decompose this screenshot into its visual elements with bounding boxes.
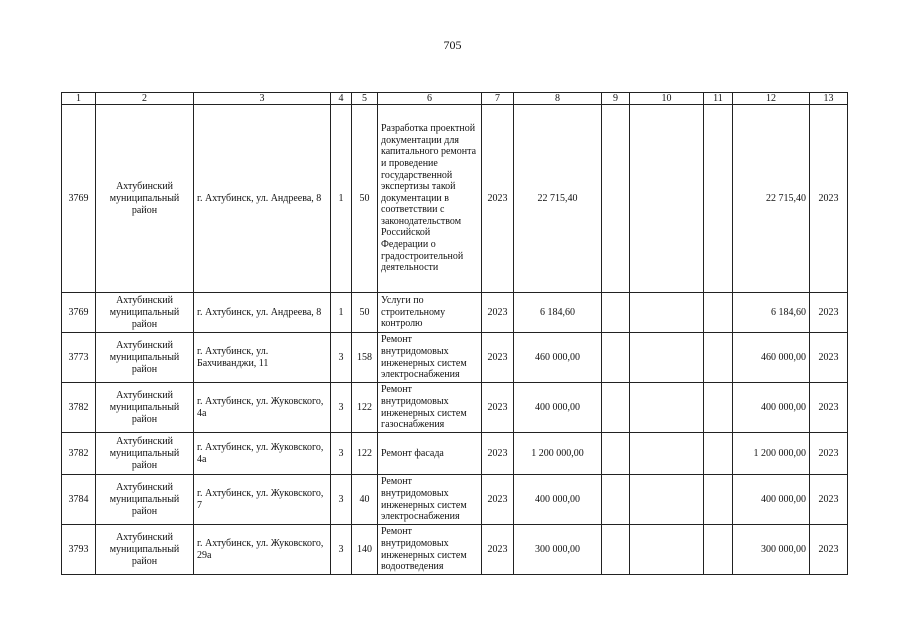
table-row (62, 475, 848, 525)
work-type-cell: Ремонт внутридомовых инженерных систем газоснабжения (378, 383, 482, 433)
year-cell: 2023 (482, 383, 514, 433)
address-cell: г. Ахтубинск, ул. Андреева, 8 (194, 105, 331, 293)
address-cell: г. Ахтубинск, ул. Жуковского, 29а (194, 525, 331, 575)
total-cell: 1 200 000,00 (733, 433, 810, 475)
column-13-cell: 2023 (810, 333, 848, 383)
work-type-cell: Услуги по строительному контролю (378, 293, 482, 333)
amount-cell: 6 184,60 (514, 293, 602, 333)
year-cell: 2023 (482, 105, 514, 293)
table-row (62, 333, 848, 383)
total-cell: 300 000,00 (733, 525, 810, 575)
column-9-cell (602, 433, 630, 475)
year-cell: 2023 (482, 293, 514, 333)
column-number-row (62, 93, 848, 105)
column-4-cell: 1 (331, 293, 352, 333)
column-9-cell (602, 383, 630, 433)
column-9-cell (602, 525, 630, 575)
total-cell: 6 184,60 (733, 293, 810, 333)
column-9-cell (602, 475, 630, 525)
total-cell: 400 000,00 (733, 383, 810, 433)
column-9-cell (602, 333, 630, 383)
column-4-cell: 3 (331, 525, 352, 575)
year-cell: 2023 (482, 433, 514, 475)
column-number-cell: 4 (331, 93, 352, 105)
column-number-cell: 9 (602, 93, 630, 105)
record-id-cell: 3769 (62, 105, 96, 293)
column-11-cell (704, 333, 733, 383)
column-10-cell (630, 525, 704, 575)
column-number-cell: 5 (352, 93, 378, 105)
municipality-cell: Ахтубинский муниципальный район (96, 333, 194, 383)
column-4-cell: 3 (331, 475, 352, 525)
column-number-cell: 11 (704, 93, 733, 105)
column-13-cell: 2023 (810, 525, 848, 575)
amount-cell: 400 000,00 (514, 383, 602, 433)
year-cell: 2023 (482, 525, 514, 575)
amount-cell: 300 000,00 (514, 525, 602, 575)
amount-cell: 22 715,40 (514, 105, 602, 293)
column-10-cell (630, 383, 704, 433)
record-id-cell: 3793 (62, 525, 96, 575)
work-type-cell: Ремонт внутридомовых инженерных систем водоотведения (378, 525, 482, 575)
column-11-cell (704, 293, 733, 333)
table-row (62, 525, 848, 575)
column-number-cell: 13 (810, 93, 848, 105)
column-number-cell: 2 (96, 93, 194, 105)
column-5-cell: 122 (352, 383, 378, 433)
work-type-cell: Ремонт внутридомовых инженерных систем электроснабжения (378, 475, 482, 525)
column-10-cell (630, 475, 704, 525)
column-9-cell (602, 293, 630, 333)
amount-cell: 1 200 000,00 (514, 433, 602, 475)
column-13-cell: 2023 (810, 105, 848, 293)
registry-table-body (62, 93, 848, 575)
total-cell: 460 000,00 (733, 333, 810, 383)
record-id-cell: 3769 (62, 293, 96, 333)
total-cell: 400 000,00 (733, 475, 810, 525)
record-id-cell: 3784 (62, 475, 96, 525)
record-id-cell: 3782 (62, 383, 96, 433)
column-number-cell: 10 (630, 93, 704, 105)
municipality-cell: Ахтубинский муниципальный район (96, 433, 194, 475)
column-number-cell: 3 (194, 93, 331, 105)
table-row (62, 433, 848, 475)
address-cell: г. Ахтубинск, ул. Бахчиванджи, 11 (194, 333, 331, 383)
column-number-cell: 12 (733, 93, 810, 105)
work-type-cell: Разработка проектной документации для капитального ремонта и проведение государственной экспертизы такой документации в соответствии с законодательством Российской Федерации о градостроительной деятельности (378, 105, 482, 293)
address-cell: г. Ахтубинск, ул. Андреева, 8 (194, 293, 331, 333)
work-type-cell: Ремонт внутридомовых инженерных систем электроснабжения (378, 333, 482, 383)
municipality-cell: Ахтубинский муниципальный район (96, 105, 194, 293)
table-row (62, 105, 848, 293)
column-11-cell (704, 525, 733, 575)
column-5-cell: 140 (352, 525, 378, 575)
municipality-cell: Ахтубинский муниципальный район (96, 475, 194, 525)
column-13-cell: 2023 (810, 383, 848, 433)
column-10-cell (630, 105, 704, 293)
column-10-cell (630, 333, 704, 383)
column-4-cell: 1 (331, 105, 352, 293)
column-4-cell: 3 (331, 383, 352, 433)
column-5-cell: 122 (352, 433, 378, 475)
column-11-cell (704, 475, 733, 525)
year-cell: 2023 (482, 475, 514, 525)
address-cell: г. Ахтубинск, ул. Жуковского, 4а (194, 383, 331, 433)
municipality-cell: Ахтубинский муниципальный район (96, 525, 194, 575)
municipality-cell: Ахтубинский муниципальный район (96, 383, 194, 433)
column-9-cell (602, 105, 630, 293)
column-10-cell (630, 433, 704, 475)
column-10-cell (630, 293, 704, 333)
column-number-cell: 7 (482, 93, 514, 105)
address-cell: г. Ахтубинск, ул. Жуковского, 4а (194, 433, 331, 475)
table-row (62, 293, 848, 333)
registry-table (61, 92, 848, 575)
column-13-cell: 2023 (810, 433, 848, 475)
record-id-cell: 3773 (62, 333, 96, 383)
work-type-cell: Ремонт фасада (378, 433, 482, 475)
column-5-cell: 40 (352, 475, 378, 525)
total-cell: 22 715,40 (733, 105, 810, 293)
table-row (62, 383, 848, 433)
page-number: 705 (443, 38, 462, 52)
column-11-cell (704, 383, 733, 433)
year-cell: 2023 (482, 333, 514, 383)
column-number-cell: 1 (62, 93, 96, 105)
column-number-cell: 8 (514, 93, 602, 105)
column-13-cell: 2023 (810, 475, 848, 525)
record-id-cell: 3782 (62, 433, 96, 475)
address-cell: г. Ахтубинск, ул. Жуковского, 7 (194, 475, 331, 525)
column-4-cell: 3 (331, 433, 352, 475)
column-5-cell: 50 (352, 105, 378, 293)
column-5-cell: 50 (352, 293, 378, 333)
amount-cell: 400 000,00 (514, 475, 602, 525)
municipality-cell: Ахтубинский муниципальный район (96, 293, 194, 333)
column-11-cell (704, 105, 733, 293)
column-5-cell: 158 (352, 333, 378, 383)
amount-cell: 460 000,00 (514, 333, 602, 383)
column-13-cell: 2023 (810, 293, 848, 333)
column-11-cell (704, 433, 733, 475)
column-number-cell: 6 (378, 93, 482, 105)
column-4-cell: 3 (331, 333, 352, 383)
